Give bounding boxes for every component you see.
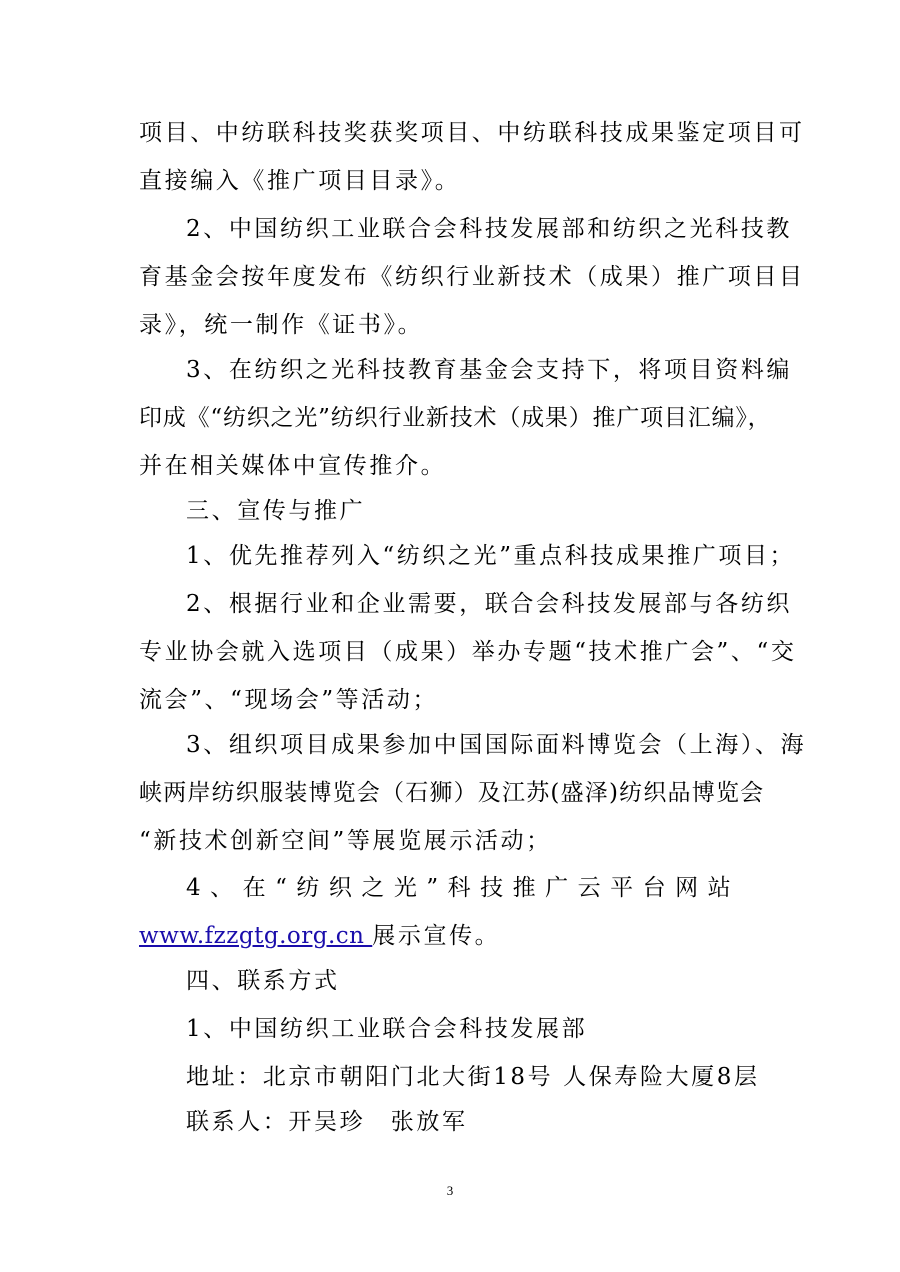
paragraph-line: 1、优先推荐列入“纺织之光”重点科技成果推广项目； <box>186 543 796 569</box>
paragraph-line <box>139 921 500 951</box>
paragraph-text: 展示宣传。 <box>372 923 501 949</box>
paragraph-line: 专业协会就入选项目（成果）举办专题“技术推广会”、“交 <box>139 639 797 665</box>
page-number: 3 <box>446 1183 454 1198</box>
section-heading: 三、宣传与推广 <box>186 498 366 524</box>
paragraph-line: 录》，统一制作《证书》。 <box>139 312 424 338</box>
paragraph-line: 3、组织项目成果参加中国国际面料博览会（上海）、海 <box>186 732 807 758</box>
website-link[interactable]: www.fzzgtg.org.cn <box>139 923 373 949</box>
paragraph-line: 并在相关媒体中宣传推介。 <box>139 453 447 479</box>
paragraph-line: 1、中国纺织工业联合会科技发展部 <box>186 1016 588 1042</box>
paragraph-line: 流会”、“现场会”等活动； <box>139 687 439 713</box>
paragraph-line: 联系人：开吴珍 张放军 <box>186 1109 468 1135</box>
paragraph-line: 峡两岸纺织服装博览会（石狮）及江苏(盛泽)纺织品博览会 <box>139 780 765 806</box>
paragraph-line: 2、根据行业和企业需要，联合会科技发展部与各纺织 <box>186 591 793 617</box>
paragraph-line: 3、在纺织之光科技教育基金会支持下，将项目资料编 <box>186 357 793 383</box>
paragraph-line: 印成《“纺织之光”纺织行业新技术（成果）推广项目汇编》， <box>139 405 772 431</box>
paragraph-line: 育基金会按年度发布《纺织行业新技术（成果）推广项目目 <box>139 264 805 290</box>
paragraph-line: 4、在“纺织之光”科技推广云平台网站 <box>186 875 741 901</box>
paragraph-line: 直接编入《推广项目目录》。 <box>139 168 461 194</box>
section-heading: 四、联系方式 <box>186 968 340 994</box>
paragraph-line: “新技术创新空间”等展览展示活动； <box>139 828 552 854</box>
paragraph-line: 地址：北京市朝阳门北大街18号 人保寿险大厦8层 <box>186 1064 760 1090</box>
paragraph-line: 2、中国纺织工业联合会科技发展部和纺织之光科技教 <box>186 216 793 242</box>
paragraph-line: 项目、中纺联科技奖获奖项目、中纺联科技成果鉴定项目可 <box>139 120 805 146</box>
